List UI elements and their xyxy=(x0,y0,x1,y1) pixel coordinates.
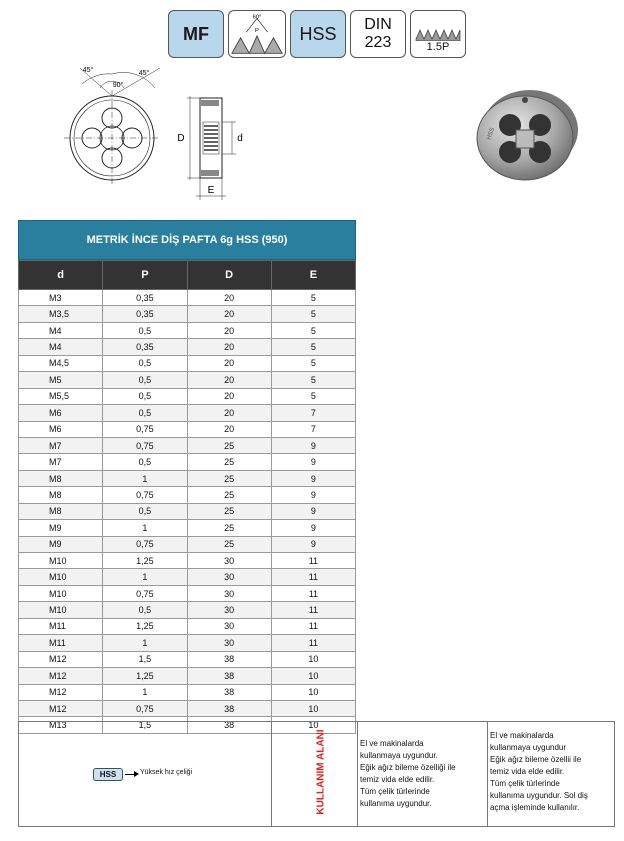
cell-e: 11 xyxy=(271,585,355,601)
table-row xyxy=(19,668,356,684)
cell-e: 10 xyxy=(271,700,355,716)
cell-e: 7 xyxy=(271,421,355,437)
thickness-label: E xyxy=(207,185,215,196)
cell-d: M8 xyxy=(19,503,103,519)
mf-badge xyxy=(168,10,224,58)
cell-e: 5 xyxy=(271,355,355,371)
cell-p: 1,25 xyxy=(103,668,187,684)
header-D: D xyxy=(187,261,271,290)
cell-D: 25 xyxy=(187,487,271,503)
cell-D: 30 xyxy=(187,553,271,569)
thread-p-text: P xyxy=(255,28,259,35)
pitch-badge xyxy=(410,10,466,58)
table-row xyxy=(19,454,356,470)
description-line: Eğik ağız bileme özelliği ile xyxy=(360,763,456,772)
cell-p: 0,5 xyxy=(103,388,187,404)
cell-d: M5,5 xyxy=(19,388,103,404)
table-row xyxy=(19,520,356,536)
pitch-thread-icon xyxy=(415,27,461,41)
cell-d: M7 xyxy=(19,437,103,453)
cell-d: M12 xyxy=(19,651,103,667)
cell-D: 20 xyxy=(187,355,271,371)
angle-mid-label: 90° xyxy=(112,82,124,89)
description-line: temiz vida elde edilir. xyxy=(490,767,565,776)
cell-p: 0,75 xyxy=(103,700,187,716)
cell-e: 5 xyxy=(271,372,355,388)
cell-D: 30 xyxy=(187,602,271,618)
table-header-row xyxy=(19,261,356,290)
hss-label: HSS xyxy=(299,23,337,44)
cell-D: 30 xyxy=(187,569,271,585)
cell-e: 11 xyxy=(271,602,355,618)
usage-description-1 xyxy=(357,722,488,826)
cell-e: 5 xyxy=(271,339,355,355)
cell-D: 25 xyxy=(187,437,271,453)
usage-cell xyxy=(271,722,358,826)
cell-d: M8 xyxy=(19,470,103,486)
cell-D: 38 xyxy=(187,717,271,733)
header-e: E xyxy=(271,261,355,290)
cell-D: 30 xyxy=(187,618,271,634)
table-row xyxy=(19,503,356,519)
cell-p: 1,5 xyxy=(103,651,187,667)
cell-e: 9 xyxy=(271,487,355,503)
cell-p: 1,25 xyxy=(103,553,187,569)
table-row xyxy=(19,487,356,503)
product-table xyxy=(18,220,356,734)
table-row xyxy=(19,684,356,700)
cell-p: 0,75 xyxy=(103,437,187,453)
header-p: P xyxy=(103,261,187,290)
cell-D: 20 xyxy=(187,372,271,388)
cell-d: M6 xyxy=(19,421,103,437)
table-row xyxy=(19,322,356,338)
cell-D: 38 xyxy=(187,700,271,716)
cell-p: 0,35 xyxy=(103,306,187,322)
header-d: d xyxy=(19,261,103,290)
cell-p: 0,75 xyxy=(103,421,187,437)
table-row xyxy=(19,700,356,716)
cell-D: 25 xyxy=(187,520,271,536)
cell-e: 9 xyxy=(271,503,355,519)
din-number: 223 xyxy=(364,34,392,51)
cell-d: M6 xyxy=(19,405,103,421)
cell-d: M7 xyxy=(19,454,103,470)
cell-d: M12 xyxy=(19,684,103,700)
cell-e: 10 xyxy=(271,651,355,667)
table-row xyxy=(19,602,356,618)
cell-p: 1 xyxy=(103,569,187,585)
cell-e: 9 xyxy=(271,454,355,470)
outer-diameter-label: D xyxy=(177,133,185,144)
thread-profile-icon xyxy=(229,10,285,58)
die-technical-drawing xyxy=(60,66,290,206)
din-badge xyxy=(350,10,406,58)
cell-e: 5 xyxy=(271,388,355,404)
cell-D: 20 xyxy=(187,306,271,322)
table-row xyxy=(19,405,356,421)
cell-D: 20 xyxy=(187,322,271,338)
table-row xyxy=(19,372,356,388)
spec-table xyxy=(18,260,356,734)
cell-p: 0,5 xyxy=(103,322,187,338)
cell-D: 38 xyxy=(187,651,271,667)
table-row xyxy=(19,585,356,601)
cell-D: 30 xyxy=(187,585,271,601)
cell-D: 38 xyxy=(187,668,271,684)
cell-p: 1 xyxy=(103,684,187,700)
table-row xyxy=(19,421,356,437)
thread-angle-text: 60° xyxy=(252,14,262,21)
hss-legend-chip: HSS xyxy=(93,768,123,781)
cell-D: 20 xyxy=(187,388,271,404)
cell-D: 30 xyxy=(187,635,271,651)
angle-left-label: 45° xyxy=(82,67,94,74)
thread-diameter-label: d xyxy=(237,133,243,144)
table-row xyxy=(19,339,356,355)
thread-profile-badge xyxy=(228,10,286,58)
cell-D: 25 xyxy=(187,454,271,470)
cell-d: M4 xyxy=(19,339,103,355)
cell-D: 20 xyxy=(187,290,271,306)
table-row xyxy=(19,437,356,453)
description-line: El ve makinalarda xyxy=(360,739,424,748)
usage-description-2 xyxy=(488,722,614,826)
cell-p: 0,5 xyxy=(103,372,187,388)
cell-p: 0,5 xyxy=(103,602,187,618)
cell-D: 20 xyxy=(187,405,271,421)
table-row xyxy=(19,306,356,322)
cell-d: M3,5 xyxy=(19,306,103,322)
cell-d: M9 xyxy=(19,520,103,536)
description-line: kullanıma uygundur. Sol diş xyxy=(490,791,588,800)
die-photo xyxy=(470,80,580,190)
table-row xyxy=(19,290,356,306)
cell-e: 10 xyxy=(271,668,355,684)
description-line: temiz vida elde edilir. xyxy=(360,775,435,784)
cell-p: 0,5 xyxy=(103,405,187,421)
cell-p: 0,5 xyxy=(103,355,187,371)
cell-D: 25 xyxy=(187,470,271,486)
description-line: kullanmaya uygundur. xyxy=(360,751,438,760)
cell-e: 11 xyxy=(271,618,355,634)
info-panel xyxy=(18,721,615,827)
cell-D: 20 xyxy=(187,339,271,355)
cell-e: 9 xyxy=(271,536,355,552)
cell-D: 20 xyxy=(187,421,271,437)
usage-label: KULLANIM ALANI xyxy=(315,729,327,815)
cell-d: M10 xyxy=(19,569,103,585)
table-row xyxy=(19,651,356,667)
cell-d: M4,5 xyxy=(19,355,103,371)
cell-e: 11 xyxy=(271,553,355,569)
table-row xyxy=(19,635,356,651)
cell-d: M11 xyxy=(19,635,103,651)
description-line: kullanıma uygundur. xyxy=(360,799,432,808)
cell-d: M9 xyxy=(19,536,103,552)
cell-e: 10 xyxy=(271,684,355,700)
cell-p: 0,5 xyxy=(103,454,187,470)
cell-d: M12 xyxy=(19,700,103,716)
photo-engraving: HSS xyxy=(486,127,497,141)
table-row xyxy=(19,569,356,585)
cell-d: M13 xyxy=(19,717,103,733)
cell-p: 0,75 xyxy=(103,487,187,503)
hss-badge xyxy=(290,10,346,58)
cell-p: 0,75 xyxy=(103,536,187,552)
cell-e: 5 xyxy=(271,322,355,338)
cell-e: 9 xyxy=(271,470,355,486)
cell-p: 0,35 xyxy=(103,339,187,355)
cell-d: M4 xyxy=(19,322,103,338)
legend-cell xyxy=(19,722,272,826)
cell-d: M5 xyxy=(19,372,103,388)
legend-text: Yüksek hız çeliği xyxy=(140,769,193,776)
cell-p: 1 xyxy=(103,470,187,486)
cell-e: 11 xyxy=(271,569,355,585)
pitch-label: 1.5P xyxy=(426,41,450,53)
cell-p: 0,35 xyxy=(103,290,187,306)
table-row xyxy=(19,355,356,371)
cell-D: 38 xyxy=(187,684,271,700)
description-line: El ve makinalarda xyxy=(490,731,554,740)
angle-right-label: 45° xyxy=(138,70,150,77)
description-line: Tüm çelik türlerinde xyxy=(360,787,430,796)
cell-e: 9 xyxy=(271,520,355,536)
table-row xyxy=(19,470,356,486)
cell-e: 9 xyxy=(271,437,355,453)
cell-D: 25 xyxy=(187,536,271,552)
table-row xyxy=(19,388,356,404)
cell-D: 25 xyxy=(187,503,271,519)
table-title: METRİK İNCE DİŞ PAFTA 6g HSS (950) xyxy=(18,220,356,260)
cell-d: M10 xyxy=(19,553,103,569)
description-line: açma işleminde kullanılır. xyxy=(490,803,580,812)
arrow-right-icon xyxy=(125,774,137,775)
din-label: DIN xyxy=(364,16,392,33)
cell-p: 1,25 xyxy=(103,618,187,634)
cell-p: 1 xyxy=(103,635,187,651)
cell-p: 1,5 xyxy=(103,717,187,733)
cell-e: 5 xyxy=(271,290,355,306)
cell-e: 10 xyxy=(271,717,355,733)
cell-e: 5 xyxy=(271,306,355,322)
cell-p: 0,75 xyxy=(103,585,187,601)
table-row xyxy=(19,553,356,569)
mf-label: MF xyxy=(183,23,209,44)
description-line: Tüm çelik türlerinde xyxy=(490,779,560,788)
cell-d: M10 xyxy=(19,602,103,618)
cell-d: M11 xyxy=(19,618,103,634)
cell-d: M3 xyxy=(19,290,103,306)
description-line: Eğik ağız bileme özellii ile xyxy=(490,755,582,764)
description-line: kullanmaya uygundur xyxy=(490,743,567,752)
table-row xyxy=(19,536,356,552)
table-row xyxy=(19,618,356,634)
cell-e: 7 xyxy=(271,405,355,421)
cell-p: 0,5 xyxy=(103,503,187,519)
cell-e: 11 xyxy=(271,635,355,651)
cell-d: M8 xyxy=(19,487,103,503)
cell-d: M12 xyxy=(19,668,103,684)
cell-p: 1 xyxy=(103,520,187,536)
cell-d: M10 xyxy=(19,585,103,601)
